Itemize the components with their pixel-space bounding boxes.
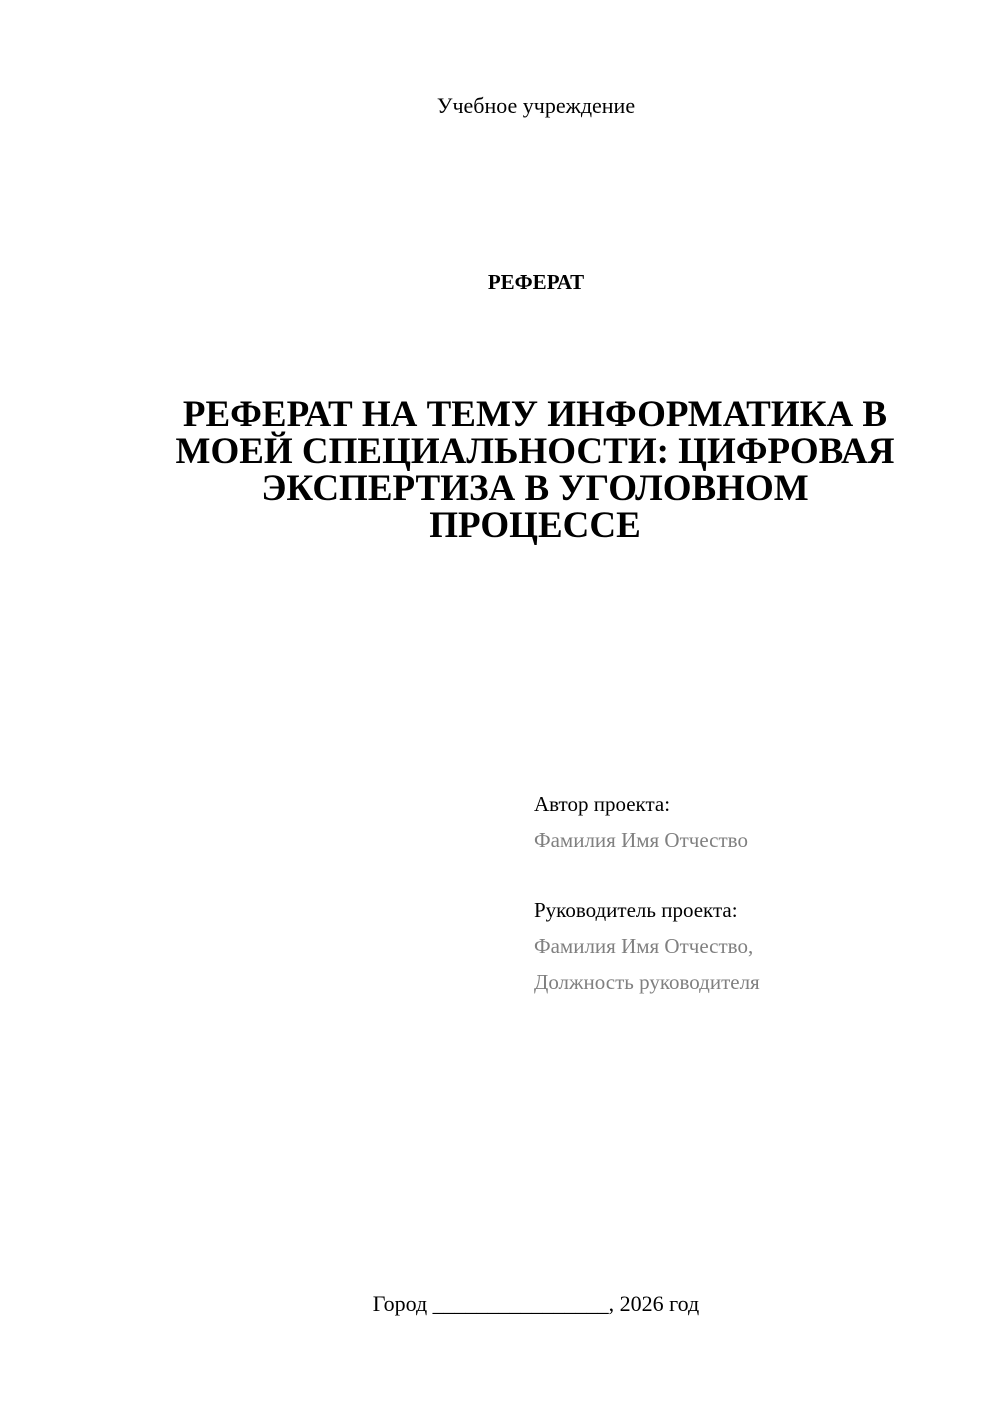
- institution-name: Учебное учреждение: [436, 93, 636, 118]
- title-line: ЭКСПЕРТИЗА В УГОЛОВНОМ: [261, 468, 809, 509]
- document-type: РЕФЕРАТ: [487, 270, 585, 294]
- author-label: Автор проекта:: [534, 792, 671, 816]
- supervisor-name-placeholder: Фамилия Имя Отчество,: [534, 934, 754, 958]
- title-line: ПРОЦЕССЕ: [429, 505, 641, 546]
- author-name-placeholder: Фамилия Имя Отчество: [534, 828, 748, 852]
- title-line: МОЕЙ СПЕЦИАЛЬНОСТИ: ЦИФРОВАЯ: [175, 431, 895, 472]
- supervisor-block: [534, 892, 974, 1000]
- author-block: [534, 786, 974, 858]
- document-title: [150, 396, 920, 544]
- supervisor-position-placeholder: Должность руководителя: [534, 970, 760, 994]
- title-line: РЕФЕРАТ НА ТЕМУ ИНФОРМАТИКА В: [182, 394, 888, 435]
- city-year-line: Город ________________, 2026 год: [372, 1291, 700, 1316]
- supervisor-label: Руководитель проекта:: [534, 898, 738, 922]
